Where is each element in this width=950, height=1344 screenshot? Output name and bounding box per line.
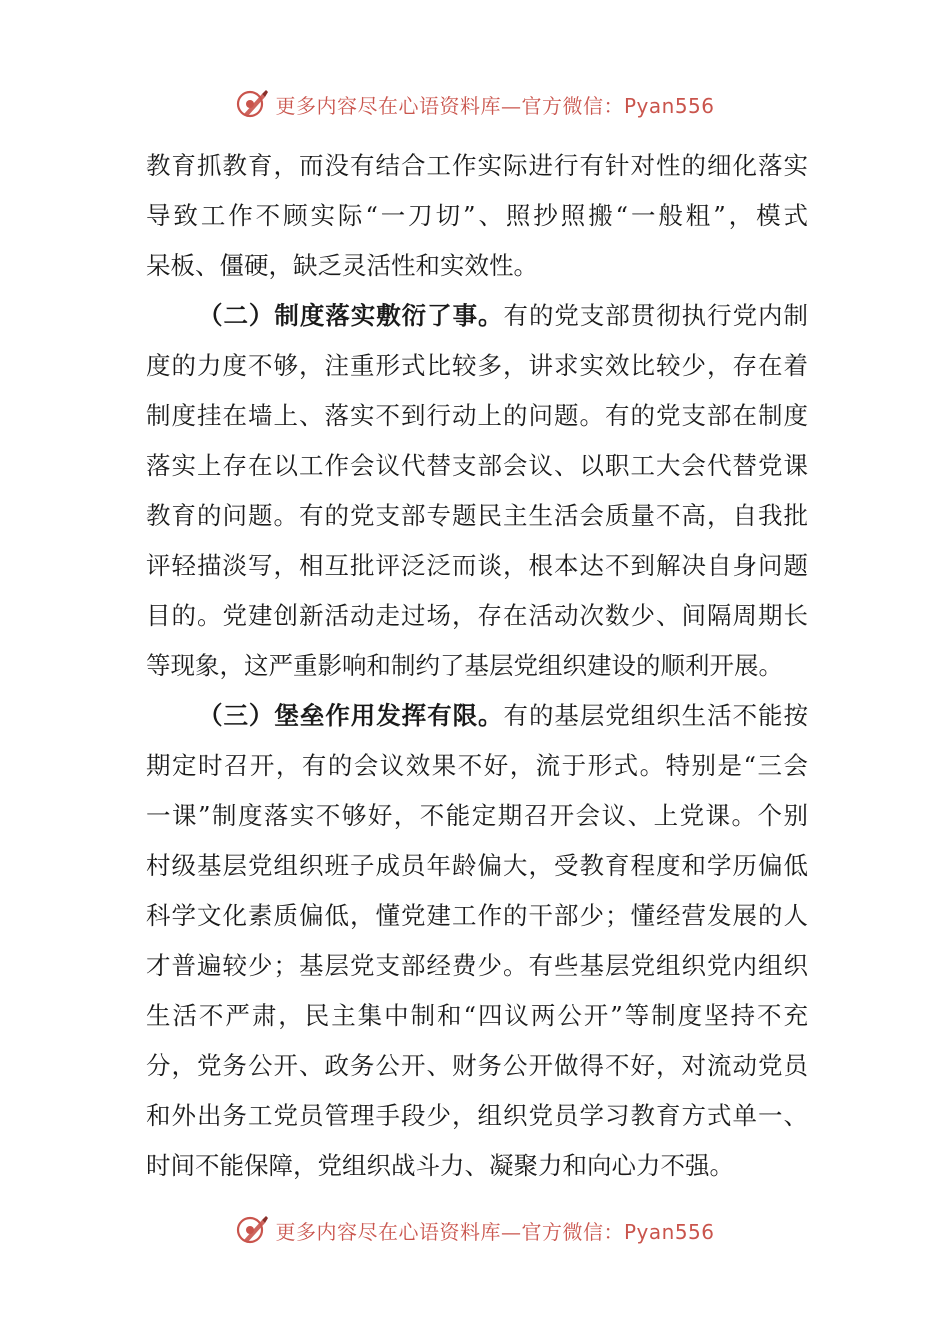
text-line: 时间不能保障，党组织战斗力、凝聚力和向心力不强。 — [146, 1151, 734, 1180]
section-heading: （二）制度落实敷衍了事。 — [198, 301, 504, 330]
section-heading: （三）堡垒作用发挥有限。 — [198, 701, 504, 730]
text-line: 一课”制度落实不够好，不能定期召开会议、上党课。个别 — [146, 801, 808, 830]
pen-logo-icon — [235, 87, 269, 121]
text-line: 教育的问题。有的党支部专题民主生活会质量不高，自我批 — [146, 501, 808, 530]
text-line: 评轻描淡写，相互批评泛泛而谈，根本达不到解决自身问题 — [146, 551, 808, 580]
document-body — [146, 141, 808, 1191]
text-line: 教育抓教育，而没有结合工作实际进行有针对性的细化落实 — [146, 151, 808, 180]
text-line: 分，党务公开、政务公开、财务公开做得不好，对流动党员 — [146, 1051, 808, 1080]
text-line: 村级基层党组织班子成员年龄偏大，受教育程度和学历偏低 — [146, 851, 808, 880]
text-line: 目的。党建创新活动走过场，存在活动次数少、间隔周期长 — [146, 601, 808, 630]
text-line: 导致工作不顾实际“一刀切”、照抄照搬“一般粗”，模式 — [146, 201, 808, 230]
text-line — [146, 291, 808, 341]
paragraph-section-2 — [146, 291, 808, 691]
pen-logo-icon — [235, 1213, 269, 1247]
watermark-footer — [0, 1210, 950, 1250]
paragraph-section-3 — [146, 691, 808, 1191]
text-line: 期定时召开，有的会议效果不好，流于形式。特别是“三会 — [146, 751, 808, 780]
watermark-text: 更多内容尽在心语资料库—官方微信：Pyan556 — [275, 93, 715, 118]
text-line: 才普遍较少；基层党支部经费少。有些基层党组织党内组织 — [146, 951, 808, 980]
wechat-id: Pyan556 — [623, 1219, 715, 1244]
wechat-id: Pyan556 — [623, 93, 715, 118]
text-line — [146, 691, 808, 741]
text-line: 等现象，这严重影响和制约了基层党组织建设的顺利开展。 — [146, 651, 783, 680]
text-line: 度的力度不够，注重形式比较多，讲求实效比较少，存在着 — [146, 351, 808, 380]
text-line: 呆板、僵硬，缺乏灵活性和实效性。 — [146, 251, 538, 280]
watermark-text: 更多内容尽在心语资料库—官方微信：Pyan556 — [275, 1219, 715, 1244]
text-line: 科学文化素质偏低，懂党建工作的干部少；懂经营发展的人 — [146, 901, 808, 930]
text-line: 和外出务工党员管理手段少，组织党员学习教育方式单一、 — [146, 1101, 808, 1130]
text-line: 制度挂在墙上、落实不到行动上的问题。有的党支部在制度 — [146, 401, 808, 430]
text-run: 有的基层党组织生活不能按 — [503, 701, 808, 730]
text-run: 有的党支部贯彻执行党内制 — [503, 301, 808, 330]
text-line: 生活不严肃，民主集中制和“四议两公开”等制度坚持不充 — [146, 1001, 808, 1030]
paragraph-continuation — [146, 141, 808, 291]
text-line: 落实上存在以工作会议代替支部会议、以职工大会代替党课 — [146, 451, 808, 480]
watermark-header — [0, 84, 950, 124]
